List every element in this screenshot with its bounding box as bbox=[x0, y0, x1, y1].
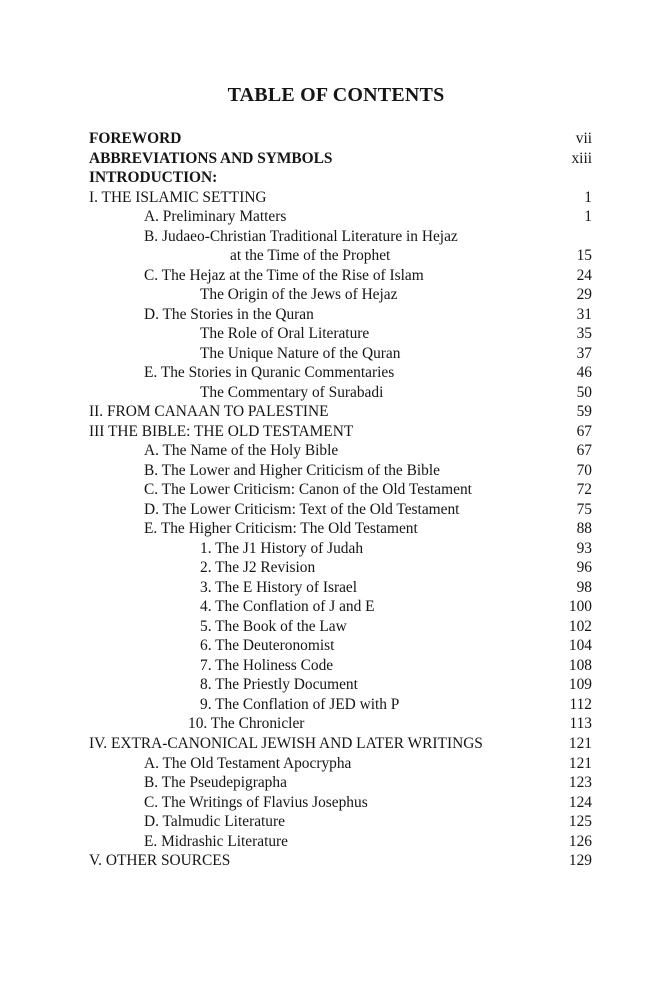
toc-entry-page-number: 37 bbox=[576, 344, 592, 362]
toc-entry-label: ABBREVIATIONS AND SYMBOLS bbox=[89, 149, 333, 167]
toc-entry bbox=[89, 344, 592, 364]
toc-entry-label: D. The Stories in the Quran bbox=[144, 305, 314, 323]
toc-entry-label: A. The Old Testament Apocrypha bbox=[144, 754, 352, 772]
toc-entry-page-number: 98 bbox=[576, 578, 592, 596]
toc-entry-label: 3. The E History of Israel bbox=[200, 578, 358, 596]
toc-entry-label: D. Talmudic Literature bbox=[144, 813, 285, 831]
toc-entry-label: 2. The J2 Revision bbox=[200, 559, 316, 577]
toc-entry bbox=[89, 500, 592, 520]
toc-entry bbox=[89, 539, 592, 559]
toc-entry-page-number: vii bbox=[575, 130, 592, 147]
toc-entry bbox=[89, 636, 592, 656]
toc-entry-label: The Commentary of Surabadi bbox=[200, 383, 384, 401]
toc-entry-page-number: 46 bbox=[576, 364, 592, 382]
toc-entry-page-number: 108 bbox=[568, 656, 592, 674]
toc-entry-label: 9. The Conflation of JED with P bbox=[200, 695, 400, 713]
toc-entry-page-number: 24 bbox=[576, 266, 592, 284]
toc-entry-label: 6. The Deuteronomist bbox=[200, 637, 335, 655]
toc-entry-label: B. The Pseudepigrapha bbox=[144, 774, 287, 792]
toc-entry-label: II. FROM CANAAN TO PALESTINE bbox=[89, 403, 329, 421]
toc-entry bbox=[89, 480, 592, 500]
toc-entry bbox=[89, 519, 592, 539]
toc-entry bbox=[89, 793, 592, 813]
page-title: TABLE OF CONTENTS bbox=[227, 84, 445, 106]
toc-entry-page-number: 93 bbox=[576, 539, 592, 557]
toc-entry-page-number: 59 bbox=[576, 403, 592, 421]
toc-entry-page-number: 123 bbox=[568, 774, 592, 792]
toc-entry bbox=[89, 578, 592, 598]
toc-entry-label: III THE BIBLE: THE OLD TESTAMENT bbox=[89, 422, 354, 440]
toc-entry bbox=[89, 266, 592, 286]
toc-entry bbox=[89, 617, 592, 637]
toc-entry-label: INTRODUCTION: bbox=[89, 169, 218, 187]
toc-entry-page-number: 102 bbox=[568, 617, 592, 635]
toc-entry-label: I. THE ISLAMIC SETTING bbox=[89, 188, 267, 206]
toc-entry-page-number: 104 bbox=[568, 637, 592, 655]
toc-entry-page-number: 67 bbox=[576, 442, 592, 460]
toc-entry-page-number: 70 bbox=[576, 461, 592, 479]
toc-entry bbox=[89, 207, 592, 227]
toc-entry-page-number: 121 bbox=[568, 734, 592, 752]
toc-entry bbox=[89, 597, 592, 617]
toc-entry bbox=[89, 714, 592, 734]
toc-entry bbox=[89, 246, 592, 266]
toc-entry-page-number: 112 bbox=[569, 695, 592, 713]
toc-entry-page-number: 35 bbox=[576, 325, 592, 343]
toc-entry-label: E. The Higher Criticism: The Old Testament bbox=[144, 520, 418, 538]
toc-entry-page-number: 126 bbox=[568, 832, 592, 850]
toc-entry bbox=[89, 188, 592, 208]
toc-entry bbox=[89, 851, 592, 871]
toc-entry-page-number: 96 bbox=[576, 559, 592, 577]
toc-entry bbox=[89, 773, 592, 793]
toc-entry bbox=[89, 441, 592, 461]
toc-entry-label: 10. The Chronicler bbox=[188, 715, 305, 733]
toc-entry bbox=[89, 558, 592, 578]
toc-entry-label: The Origin of the Jews of Hejaz bbox=[200, 286, 398, 304]
toc-entry-page-number: 88 bbox=[576, 520, 592, 538]
toc-entry-label: The Role of Oral Literature bbox=[200, 325, 370, 343]
toc-entry bbox=[89, 363, 592, 383]
toc-entry-page-number: 129 bbox=[568, 852, 592, 870]
toc-entry-page-number: 124 bbox=[568, 793, 592, 811]
toc-entry-label: B. Judaeo-Christian Traditional Literature in Hejaz bbox=[144, 227, 458, 245]
toc-entry bbox=[89, 754, 592, 774]
toc-entry-label: 7. The Holiness Code bbox=[200, 656, 334, 674]
toc-entry-label: 4. The Conflation of J and E bbox=[200, 598, 375, 616]
toc-entry-label: A. The Name of the Holy Bible bbox=[144, 442, 339, 460]
toc-list bbox=[89, 129, 592, 871]
toc-entry-page-number: 50 bbox=[576, 383, 592, 401]
toc-entry-page-number: 29 bbox=[576, 286, 592, 304]
toc-entry-page-number: 75 bbox=[576, 500, 592, 518]
toc-entry-label: 5. The Book of the Law bbox=[200, 617, 347, 635]
toc-entry-label: C. The Lower Criticism: Canon of the Old Testament bbox=[144, 481, 472, 499]
toc-entry-page-number: xiii bbox=[571, 149, 592, 167]
toc-entry bbox=[89, 656, 592, 676]
toc-entry-page-number: 1 bbox=[584, 188, 592, 206]
toc-entry-page-number: 109 bbox=[568, 676, 592, 694]
toc-entry bbox=[89, 168, 592, 188]
toc-entry bbox=[89, 324, 592, 344]
toc-entry bbox=[89, 285, 592, 305]
toc-entry-label: D. The Lower Criticism: Text of the Old Testament bbox=[144, 500, 460, 518]
toc-entry bbox=[89, 149, 592, 169]
toc-entry-label: 1. The J1 History of Judah bbox=[200, 539, 364, 557]
toc-entry-page-number: 72 bbox=[576, 481, 592, 499]
toc-entry-page-number: 15 bbox=[576, 247, 592, 265]
toc-entry-page-number: 121 bbox=[568, 754, 592, 772]
toc-entry bbox=[89, 734, 592, 754]
toc-entry bbox=[89, 305, 592, 325]
toc-entry-page-number: 31 bbox=[576, 305, 592, 323]
toc-entry-page-number: 100 bbox=[568, 598, 592, 616]
toc-entry bbox=[89, 695, 592, 715]
toc-entry-label: The Unique Nature of the Quran bbox=[200, 344, 401, 362]
toc-entry bbox=[89, 812, 592, 832]
toc-entry-label: IV. EXTRA-CANONICAL JEWISH AND LATER WRITINGS bbox=[89, 734, 483, 752]
toc-entry-page-number: 67 bbox=[576, 422, 592, 440]
toc-entry-label: A. Preliminary Matters bbox=[144, 208, 287, 226]
toc-entry bbox=[89, 383, 592, 403]
toc-entry-label: E. The Stories in Quranic Commentaries bbox=[144, 364, 395, 382]
toc-entry-label: C. The Hejaz at the Time of the Rise of Islam bbox=[144, 266, 424, 284]
toc-entry-page-number: 125 bbox=[568, 813, 592, 831]
toc-entry bbox=[89, 832, 592, 852]
toc-entry-label: V. OTHER SOURCES bbox=[89, 852, 231, 870]
toc-entry-label: E. Midrashic Literature bbox=[144, 832, 289, 850]
toc-entry-label: 8. The Priestly Document bbox=[200, 676, 358, 694]
toc-entry bbox=[89, 402, 592, 422]
toc-entry bbox=[89, 422, 592, 442]
toc-entry-label: at the Time of the Prophet bbox=[230, 247, 391, 265]
toc-entry-page-number: 113 bbox=[569, 715, 592, 733]
toc-entry-label: C. The Writings of Flavius Josephus bbox=[144, 793, 368, 811]
toc-entry-page-number: 1 bbox=[584, 208, 592, 226]
toc-entry bbox=[89, 129, 592, 149]
toc-entry bbox=[89, 461, 592, 481]
toc-entry-label: B. The Lower and Higher Criticism of the Bible bbox=[144, 461, 440, 479]
toc-entry-label: FOREWORD bbox=[89, 130, 182, 147]
toc-entry bbox=[89, 227, 592, 247]
toc-entry bbox=[89, 675, 592, 695]
